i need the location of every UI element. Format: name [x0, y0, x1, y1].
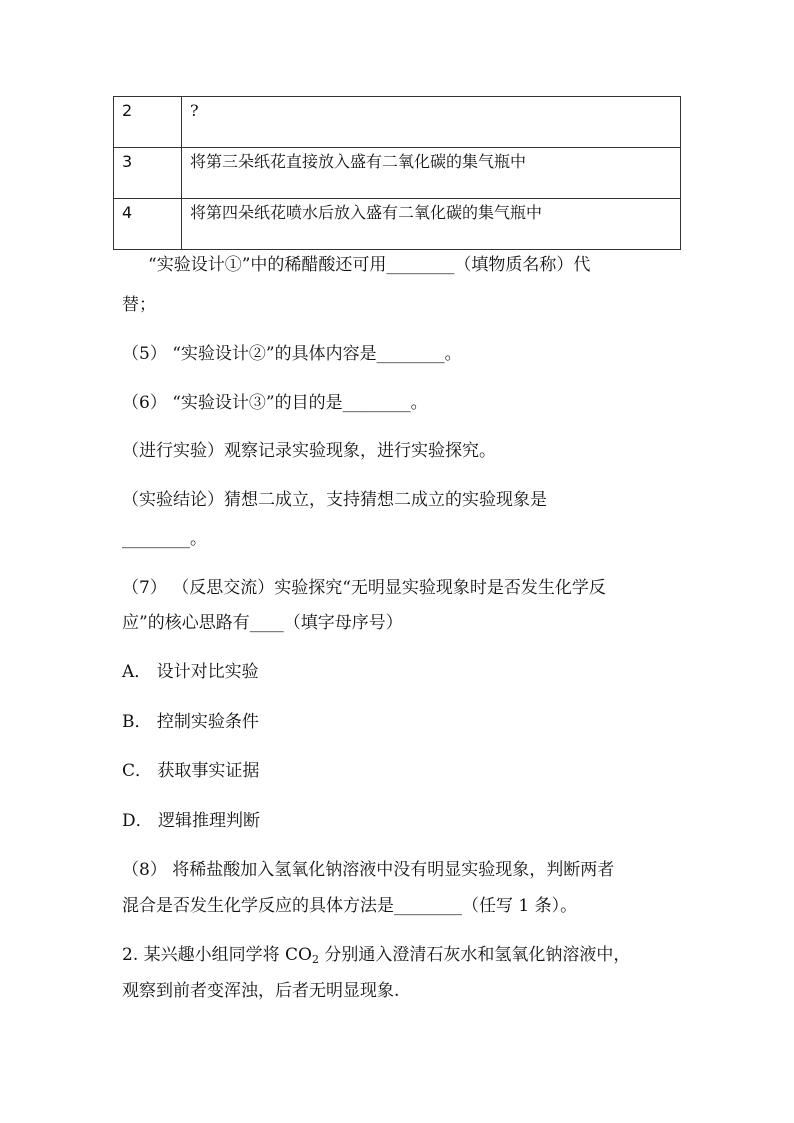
- row-number: 4: [114, 199, 182, 250]
- row-number: 2: [114, 97, 182, 148]
- co2-subscript: 2: [311, 953, 319, 966]
- question-5: （5） “实验设计②”的具体内容是________。: [122, 344, 462, 364]
- q2-text-part1: 2. 某兴趣小组同学将 CO: [122, 945, 312, 965]
- answer-blank-line: ________。: [122, 529, 207, 549]
- option-c: C． 获取事实证据: [122, 761, 260, 781]
- q2-text-part2: 分别通入澄清石灰水和氢氧化钠溶液中，: [318, 945, 631, 965]
- option-b: B． 控制实验条件: [122, 712, 259, 732]
- row-number: 3: [114, 148, 182, 199]
- row-text: ?: [182, 97, 681, 148]
- question-7-cont: 应”的核心思路有____（填字母序号）: [122, 613, 403, 633]
- question-7: （7） （反思交流）实验探究“无明显实验现象时是否发生化学反: [122, 578, 606, 598]
- question-2-intro: [122, 940, 630, 966]
- option-a: A． 设计对比实验: [122, 662, 259, 682]
- row-text: 将第三朵纸花直接放入盛有二氧化碳的集气瓶中: [182, 148, 681, 199]
- question-text-line: “实验设计①”中的稀醋酸还可用________（填物质名称）代: [148, 255, 591, 275]
- table-row: [114, 199, 681, 250]
- question-2-cont: 观察到前者变浑浊，后者无明显现象.: [122, 981, 400, 1001]
- experiment-conclusion: （实验结论）猜想二成立，支持猜想二成立的实验现象是: [122, 490, 547, 510]
- question-8-cont: 混合是否发生化学反应的具体方法是________（任写 1 条）。: [122, 896, 578, 916]
- table-row: [114, 97, 681, 148]
- question-6: （6） “实验设计③”的目的是________。: [122, 393, 428, 413]
- option-d: D． 逻辑推理判断: [122, 811, 261, 831]
- experiment-step: （进行实验）观察记录实验现象，进行实验探究。: [122, 441, 496, 461]
- table-row: [114, 148, 681, 199]
- question-8: （8） 将稀盐酸加入氢氧化钠溶液中没有明显实验现象，判断两者: [122, 860, 615, 880]
- question-text-line: 替；: [122, 295, 156, 315]
- row-text: 将第四朵纸花喷水后放入盛有二氧化碳的集气瓶中: [182, 199, 681, 250]
- experiment-table: [113, 96, 681, 250]
